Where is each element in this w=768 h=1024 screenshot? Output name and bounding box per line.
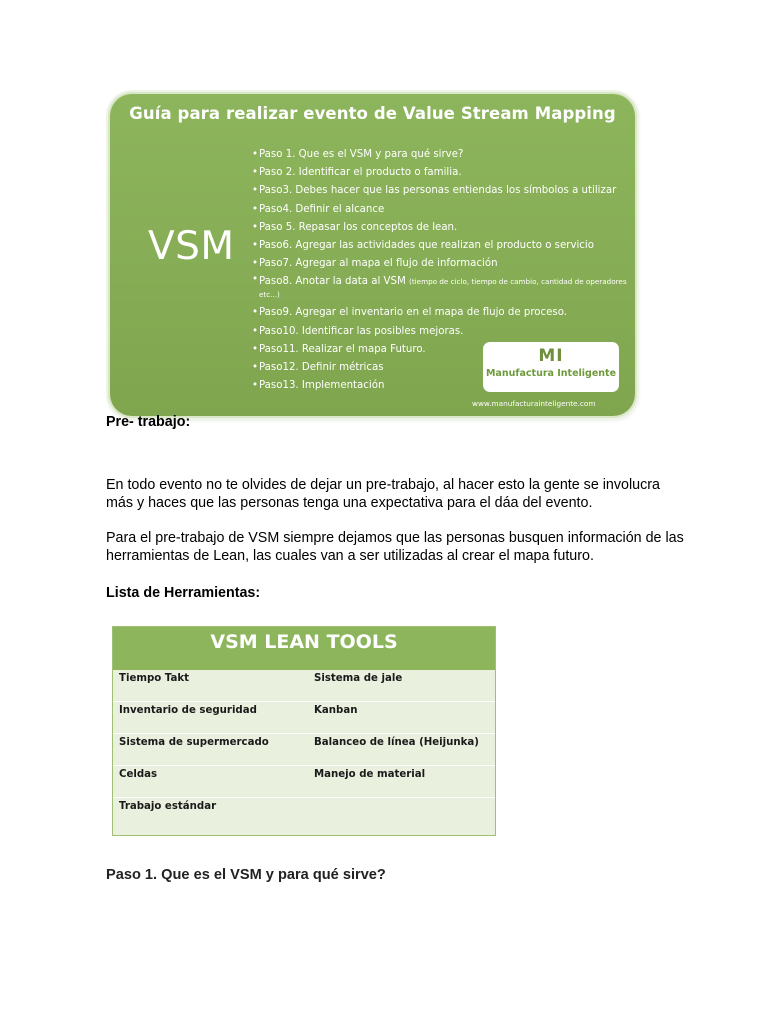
vsm-lean-tools-table bbox=[112, 626, 496, 836]
paso1-heading: Paso 1. Que es el VSM y para qué sirve? bbox=[106, 867, 386, 883]
table-row bbox=[113, 670, 495, 702]
step-item: • Paso6. Agregar las actividades que realizan el producto o servicio bbox=[252, 237, 632, 255]
tools-heading: Lista de Herramientas: bbox=[106, 585, 261, 601]
table-cell: Celdas bbox=[119, 769, 158, 780]
banner-url: www.manufacturainteligente.com bbox=[472, 399, 596, 408]
table-cell: Inventario de seguridad bbox=[119, 705, 257, 716]
step-item: • Paso13. Implementación bbox=[252, 377, 632, 395]
step-item: • Paso3. Debes hacer que las personas entiendas los símbolos a utilizar bbox=[252, 182, 632, 200]
table-row bbox=[113, 734, 495, 766]
table-cell: Manejo de material bbox=[314, 769, 426, 780]
mi-company-name: Manufactura Inteligente bbox=[485, 368, 617, 379]
mi-logo: MI bbox=[538, 346, 564, 366]
step-item: • Paso 1. Que es el VSM y para qué sirve? bbox=[252, 146, 632, 164]
step-item: • Paso9. Agregar el inventario en el mapa de flujo de proceso. bbox=[252, 304, 632, 322]
step-item: • Paso 5. Repasar los conceptos de lean. bbox=[252, 219, 632, 237]
table-cell: Sistema de supermercado bbox=[119, 737, 269, 748]
table-cell: Tiempo Takt bbox=[119, 673, 189, 684]
table-row bbox=[113, 702, 495, 734]
table-cell: Kanban bbox=[314, 705, 358, 716]
step-item: • Paso7. Agregar al mapa el flujo de información bbox=[252, 255, 632, 273]
step-note: (tiempo de ciclo, tiempo de cambio, cantidad de operadores etc...) bbox=[259, 277, 627, 300]
step-item: • Paso4. Definir el alcance bbox=[252, 201, 632, 219]
banner-title: Guía para realizar evento de Value Stream Mapping bbox=[129, 104, 616, 123]
pretrabajo-paragraph-2: Para el pre-trabajo de VSM siempre dejamos que las personas busquen información de las herramientas de Lean, las cuales van a ser utilizadas al crear el mapa futuro. bbox=[106, 530, 684, 564]
pretrabajo-heading: Pre- trabajo: bbox=[106, 414, 191, 430]
table-cell: Balanceo de línea (Heijunka) bbox=[314, 737, 479, 748]
step-item: • Paso12. Definir métricas bbox=[252, 359, 632, 377]
tools-table-title: VSM LEAN TOOLS bbox=[113, 627, 495, 670]
step-item: • Paso 2. Identificar el producto o familia. bbox=[252, 164, 632, 182]
step-item: • Paso10. Identificar las posibles mejoras. bbox=[252, 323, 632, 341]
table-row bbox=[113, 766, 495, 798]
mi-logo-box bbox=[483, 342, 619, 392]
table-cell: Trabajo estándar bbox=[119, 801, 217, 812]
step-item: • Paso8. Anotar la data al VSM (tiempo de ciclo, tiempo de cambio, cantidad de operadores etc...) bbox=[252, 273, 632, 304]
vsm-guide-banner bbox=[110, 94, 635, 416]
table-row bbox=[113, 798, 495, 833]
pretrabajo-paragraph-1: En todo evento no te olvides de dejar un pre-trabajo, al hacer esto la gente se involucra más y haces que las personas tenga una expectativa para el dáa del evento. bbox=[106, 477, 660, 511]
banner-vsm-label: VSM bbox=[148, 224, 235, 269]
step-item: • Paso11. Realizar el mapa Futuro. bbox=[252, 341, 632, 359]
table-cell: Sistema de jale bbox=[314, 673, 403, 684]
